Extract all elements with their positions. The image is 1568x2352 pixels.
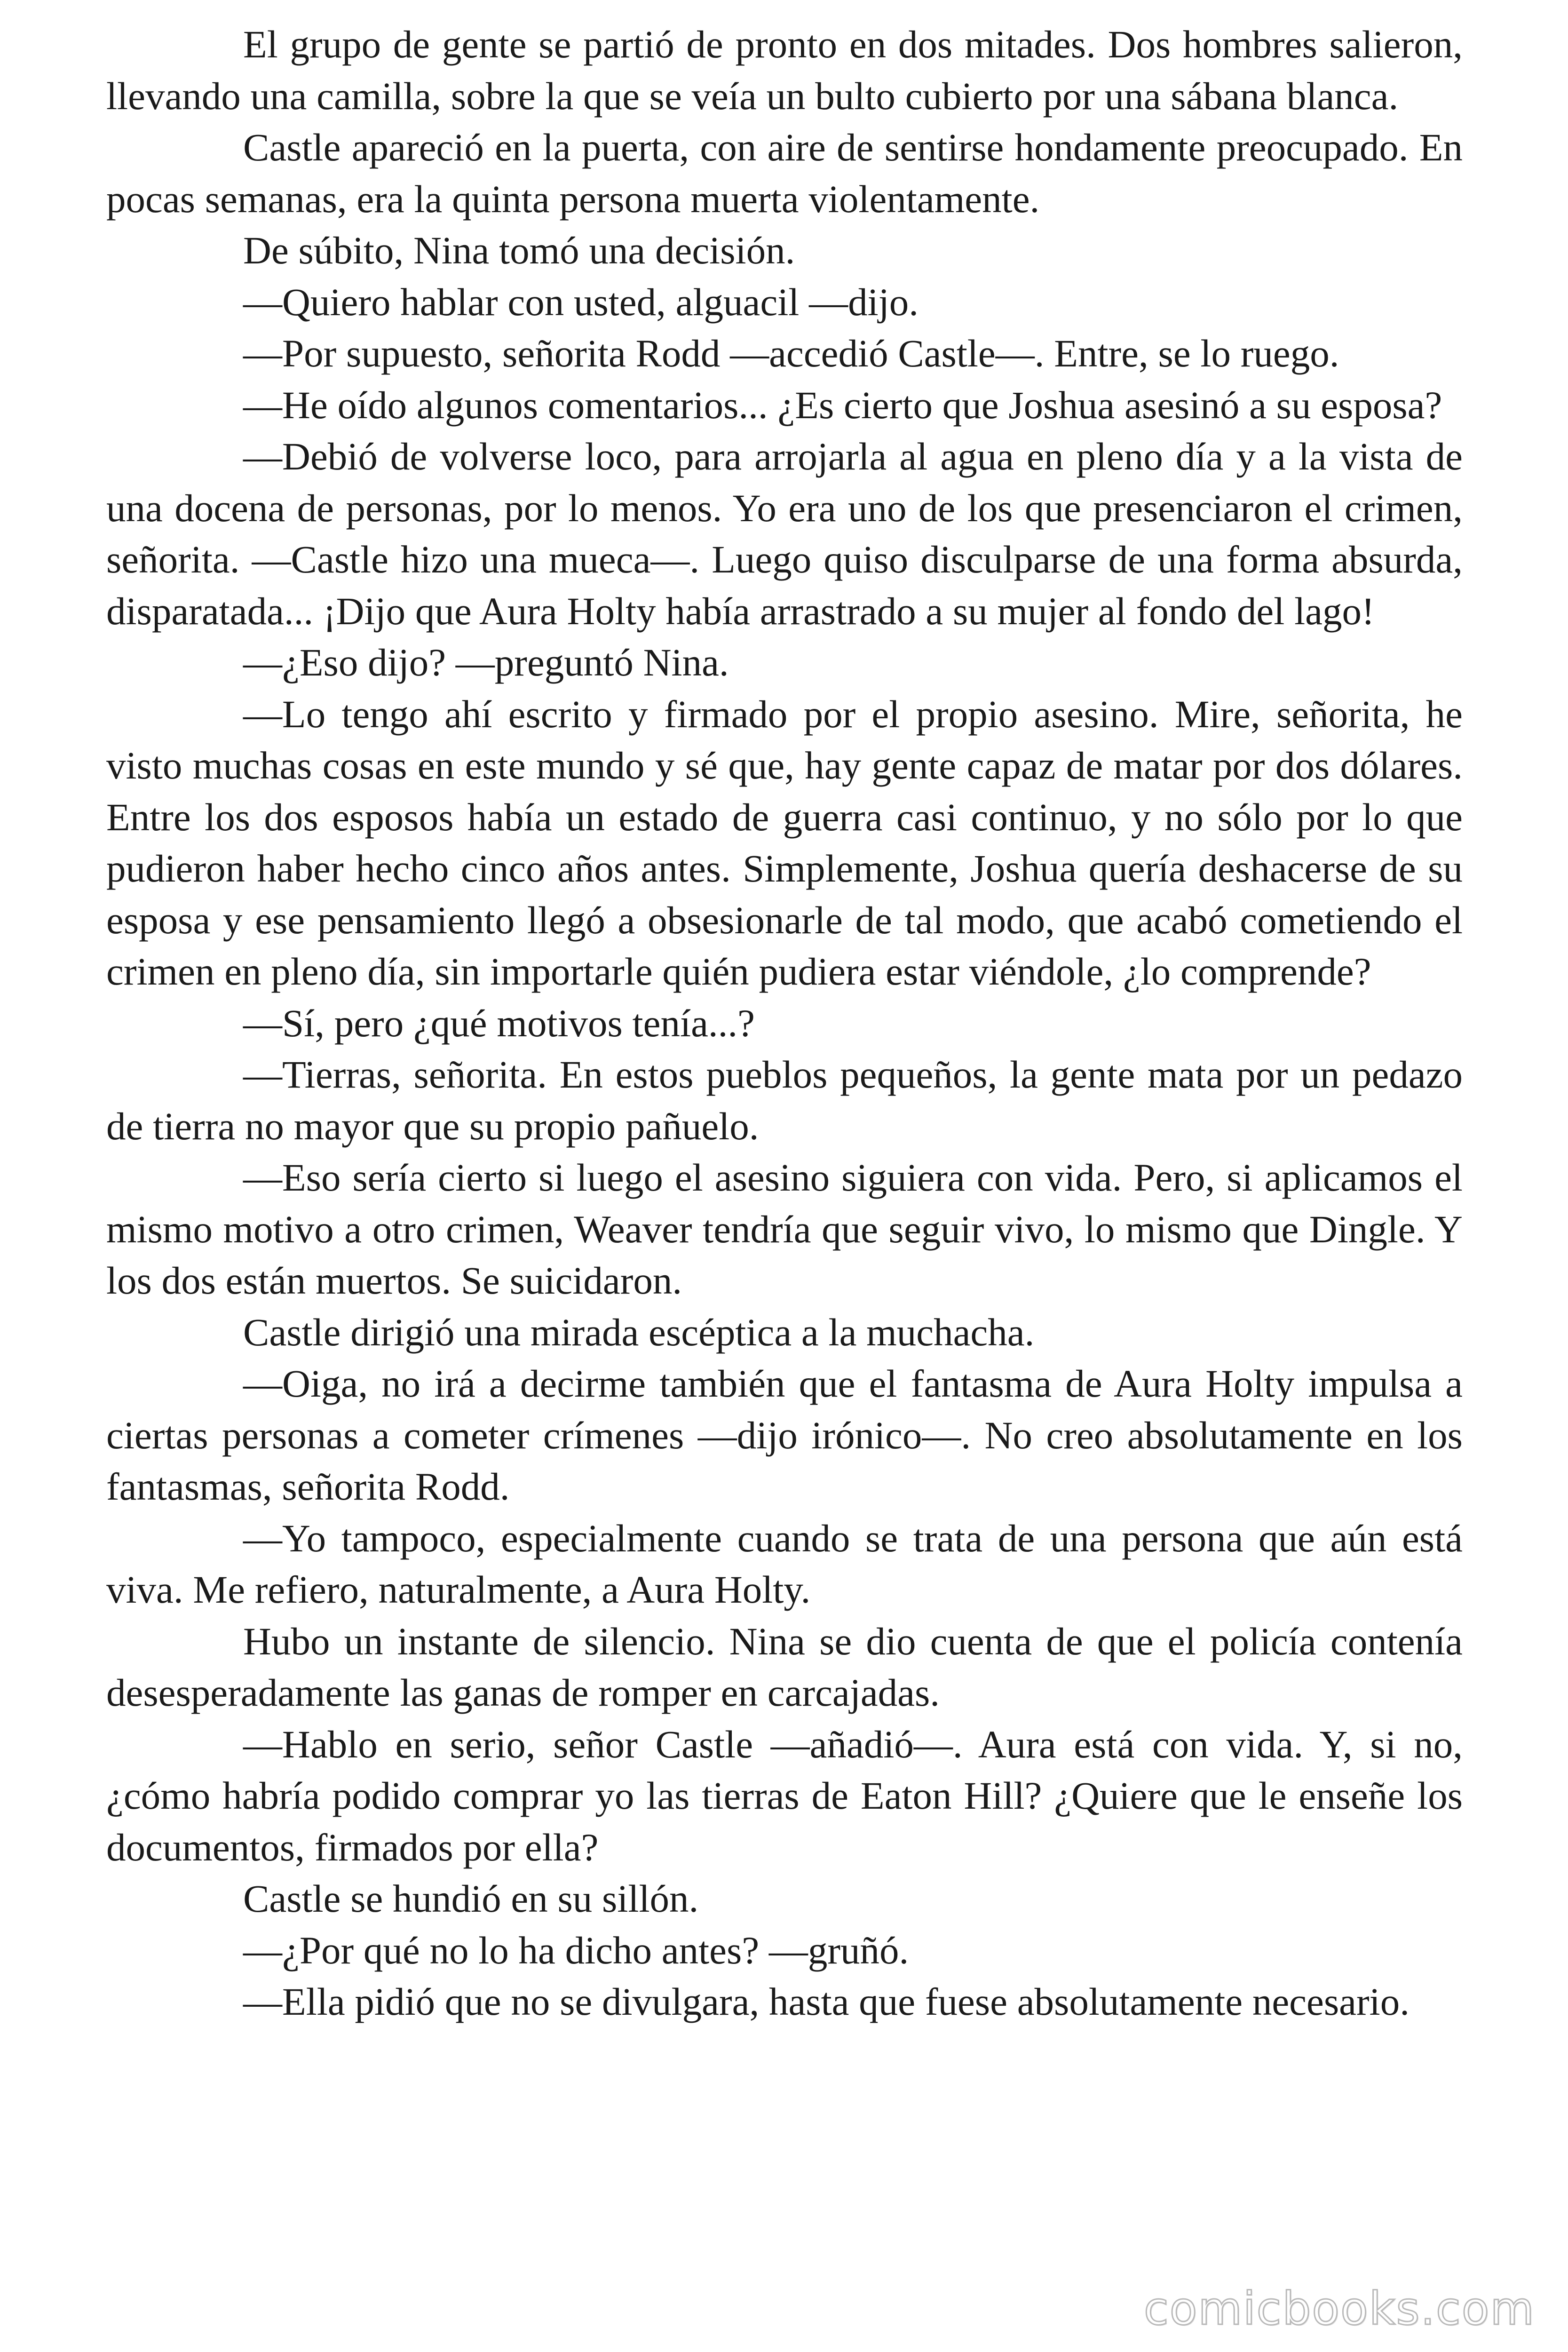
paragraph: —Oiga, no irá a decirme también que el fantasma de Aura Holty impulsa a ciertas personas a cometer crímenes —dijo irónico—. No creo absolutamente en los fantasmas, señorita Rodd. [106, 1362, 1463, 1508]
paragraph: —Ella pidió que no se divulgara, hasta que fuese absolutamente necesario. [243, 1980, 1410, 2023]
paragraph: —Hablo en serio, señor Castle —añadió—. Aura está con vida. Y, si no, ¿cómo habría podido comprar yo las tierras de Eaton Hill? ¿Quiere que le enseñe los documentos, firmados por ella? [106, 1722, 1463, 1869]
paragraph: —Yo tampoco, especialmente cuando se trata de una persona que aún está viva. Me refiero, naturalmente, a Aura Holty. [106, 1516, 1463, 1611]
paragraph: —Eso sería cierto si luego el asesino siguiera con vida. Pero, si aplicamos el mismo motivo a otro crimen, Weaver tendría que seguir vivo, lo mismo que Dingle. Y los dos están muertos. Se suicidaron. [106, 1156, 1463, 1302]
paragraph: De súbito, Nina tomó una decisión. [243, 229, 795, 272]
paragraph: —Debió de volverse loco, para arrojarla al agua en pleno día y a la vista de una docena de personas, por lo menos. Yo era uno de los que presenciaron el crimen, señorita. —Castle hizo una mueca—. Luego quiso disculparse de una forma absurda, disparatada... ¡Dijo que Aura Holty había arrastrado a su mujer al fondo del lago! [106, 435, 1463, 633]
paragraph: —Por supuesto, señorita Rodd —accedió Castle—. Entre, se lo ruego. [243, 332, 1339, 375]
paragraph: —Quiero hablar con usted, alguacil —dijo. [243, 280, 919, 324]
paragraph: —¿Por qué no lo ha dicho antes? —gruñó. [243, 1928, 909, 1972]
paragraph: —Sí, pero ¿qué motivos tenía...? [243, 1001, 755, 1045]
paragraph: —He oído algunos comentarios... ¿Es cierto que Joshua asesinó a su esposa? [243, 383, 1442, 427]
watermark: comicbooks.com [1143, 2282, 1535, 2335]
paragraph: Castle dirigió una mirada escéptica a la muchacha. [243, 1310, 1035, 1354]
book-page [106, 19, 1463, 2028]
paragraph: Castle apareció en la puerta, con aire de sentirse hondamente preocupado. En pocas semanas, era la quinta persona muerta violentamente. [106, 126, 1463, 221]
paragraph: Castle se hundió en su sillón. [243, 1877, 699, 1920]
paragraph: Hubo un instante de silencio. Nina se dio cuenta de que el policía contenía desesperadamente las ganas de romper en carcajadas. [106, 1619, 1463, 1714]
paragraph: —Lo tengo ahí escrito y firmado por el propio asesino. Mire, señorita, he visto muchas cosas en este mundo y sé que, hay gente capaz de matar por dos dólares. Entre los dos esposos había un estado de guerra casi continuo, y no sólo por lo que pudieron haber hecho cinco años antes. Simplemente, Joshua quería deshacerse de su esposa y ese pensamiento llegó a obsesionarle de tal modo, que acabó cometiendo el crimen en pleno día, sin importarle quién pudiera estar viéndole, ¿lo comprende? [106, 692, 1463, 993]
paragraph: —¿Eso dijo? —preguntó Nina. [243, 641, 729, 684]
paragraph: —Tierras, señorita. En estos pueblos pequeños, la gente mata por un pedazo de tierra no mayor que su propio pañuelo. [106, 1053, 1463, 1148]
paragraph: El grupo de gente se partió de pronto en dos mitades. Dos hombres salieron, llevando una camilla, sobre la que se veía un bulto cubierto por una sábana blanca. [106, 23, 1463, 118]
